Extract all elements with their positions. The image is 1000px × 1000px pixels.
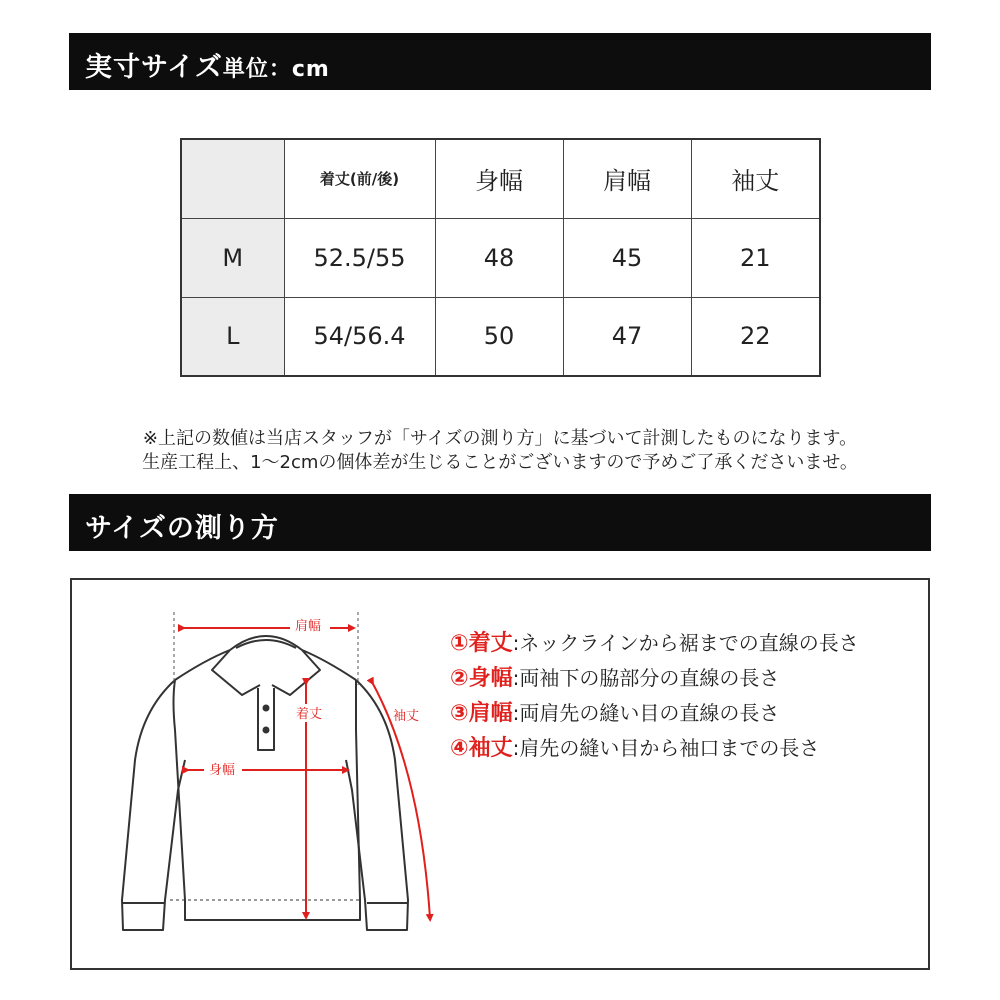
collar-right	[272, 650, 320, 695]
legend-item	[450, 661, 930, 692]
legend-item	[450, 731, 930, 762]
button-icon	[263, 727, 270, 734]
width-label: 身幅	[209, 763, 236, 778]
table-cell: 21	[691, 218, 820, 297]
howto-title: サイズの測り方	[85, 513, 279, 544]
howto-banner	[69, 494, 931, 551]
table-row	[181, 218, 820, 297]
guide-lines	[174, 612, 358, 685]
legend-key: 袖丈	[468, 736, 513, 761]
legend-desc: :肩先の縫い目から袖口までの長さ	[512, 736, 820, 760]
table-cell: 50	[435, 297, 563, 376]
shirt-diagram	[110, 600, 450, 945]
size-table	[180, 138, 821, 377]
legend-number: ③	[450, 701, 469, 726]
sleeve-label: 袖丈	[393, 709, 420, 724]
left-shoulder	[175, 650, 230, 680]
collar-left	[212, 650, 260, 695]
right-shoulder	[302, 650, 356, 680]
length-label: 着丈	[296, 707, 323, 722]
legend-number: ④	[450, 736, 469, 761]
legend-number: ②	[450, 666, 469, 691]
size-header-title	[85, 45, 330, 84]
table-row	[181, 297, 820, 376]
size-label: M	[181, 218, 284, 297]
left-sleeve	[122, 680, 185, 930]
legend-desc: :両袖下の脇部分の直線の長さ	[512, 666, 780, 690]
size-header-text: 実寸サイズ	[85, 52, 223, 83]
legend-key: 身幅	[468, 666, 513, 691]
table-cell: 52.5/55	[284, 218, 435, 297]
note-line: 生産工程上、1〜2cmの個体差が生じることがございますので予めご了承くださいませ。	[142, 452, 858, 473]
shirt-outline	[122, 636, 408, 930]
table-cell: 47	[563, 297, 691, 376]
table-header-cell: 袖丈	[691, 139, 820, 218]
shirt-body	[174, 680, 361, 920]
table-cell: 45	[563, 218, 691, 297]
legend-desc: :ネックラインから裾までの直線の長さ	[512, 631, 859, 655]
table-cell: 22	[691, 297, 820, 376]
table-cell: 54/56.4	[284, 297, 435, 376]
legend-item	[450, 696, 930, 727]
buttons	[263, 705, 270, 734]
size-label: L	[181, 297, 284, 376]
legend-item	[450, 626, 930, 657]
collar-back	[230, 636, 302, 650]
button-icon	[263, 705, 270, 712]
legend-key: 肩幅	[468, 701, 513, 726]
legend-number: ①	[450, 631, 469, 656]
legend-key: 着丈	[468, 631, 513, 656]
table-header-cell: 肩幅	[563, 139, 691, 218]
table-header-cell	[181, 139, 284, 218]
table-header-row	[181, 139, 820, 218]
table-header-cell: 身幅	[435, 139, 563, 218]
note-line: ※上記の数値は当店スタッフが「サイズの測り方」に基づいて計測したものになります。	[142, 428, 858, 449]
legend-desc: :両肩先の縫い目の直線の長さ	[512, 701, 780, 725]
label-backgrounds	[204, 617, 330, 778]
size-header-banner	[69, 33, 931, 90]
table-header-cell: 着丈(前/後)	[284, 139, 435, 218]
placket	[258, 688, 274, 750]
unit-label: 単位：cm	[222, 57, 330, 82]
shoulder-label: 肩幅	[295, 619, 322, 634]
table-cell: 48	[435, 218, 563, 297]
